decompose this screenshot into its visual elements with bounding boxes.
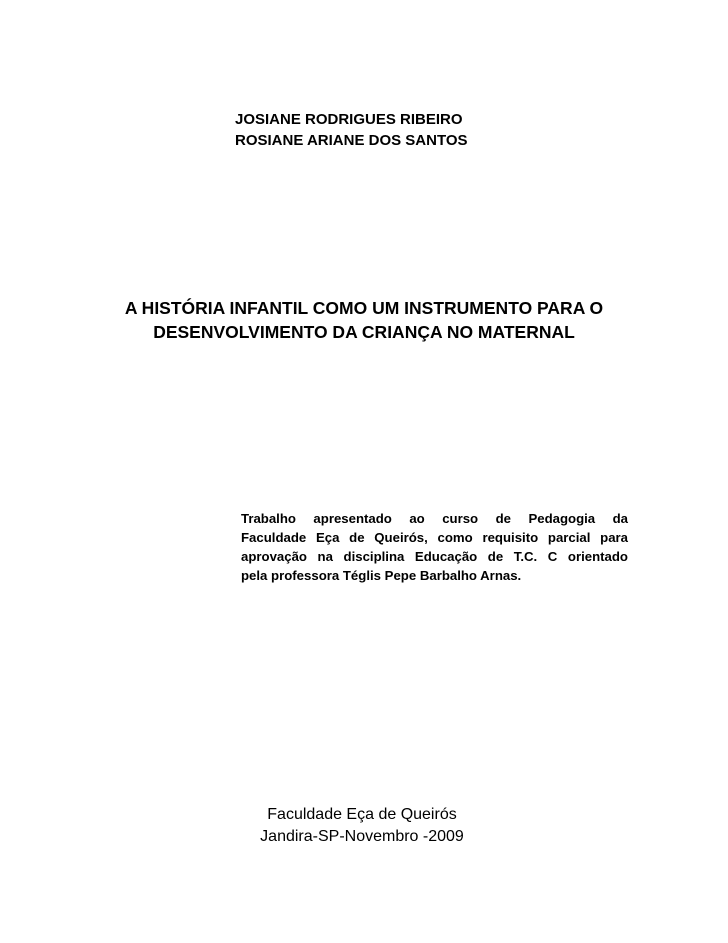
- title-line: A HISTÓRIA INFANTIL COMO UM INSTRUMENTO PARA O: [124, 298, 604, 318]
- description-line: Faculdade Eça de Queirós, como requisito parcial para: [241, 530, 628, 545]
- footer-block: [250, 804, 474, 848]
- title-line: DESENVOLVIMENTO DA CRIANÇA NO MATERNAL: [153, 322, 575, 342]
- work-description: [241, 509, 628, 585]
- place-and-date: Jandira-SP-Novembro -2009: [260, 828, 464, 845]
- description-line: pela professora Téglis Pepe Barbalho Arnas.: [241, 568, 522, 583]
- authors-block: [235, 109, 468, 151]
- author-name: JOSIANE RODRIGUES RIBEIRO: [235, 111, 463, 128]
- description-line: Trabalho apresentado ao curso de Pedagogia da: [241, 511, 628, 526]
- institution-name: Faculdade Eça de Queirós: [267, 806, 457, 823]
- description-line: aprovação na disciplina Educação de T.C. C orientado: [241, 549, 628, 564]
- author-name: ROSIANE ARIANE DOS SANTOS: [235, 132, 468, 149]
- document-title: [90, 296, 638, 344]
